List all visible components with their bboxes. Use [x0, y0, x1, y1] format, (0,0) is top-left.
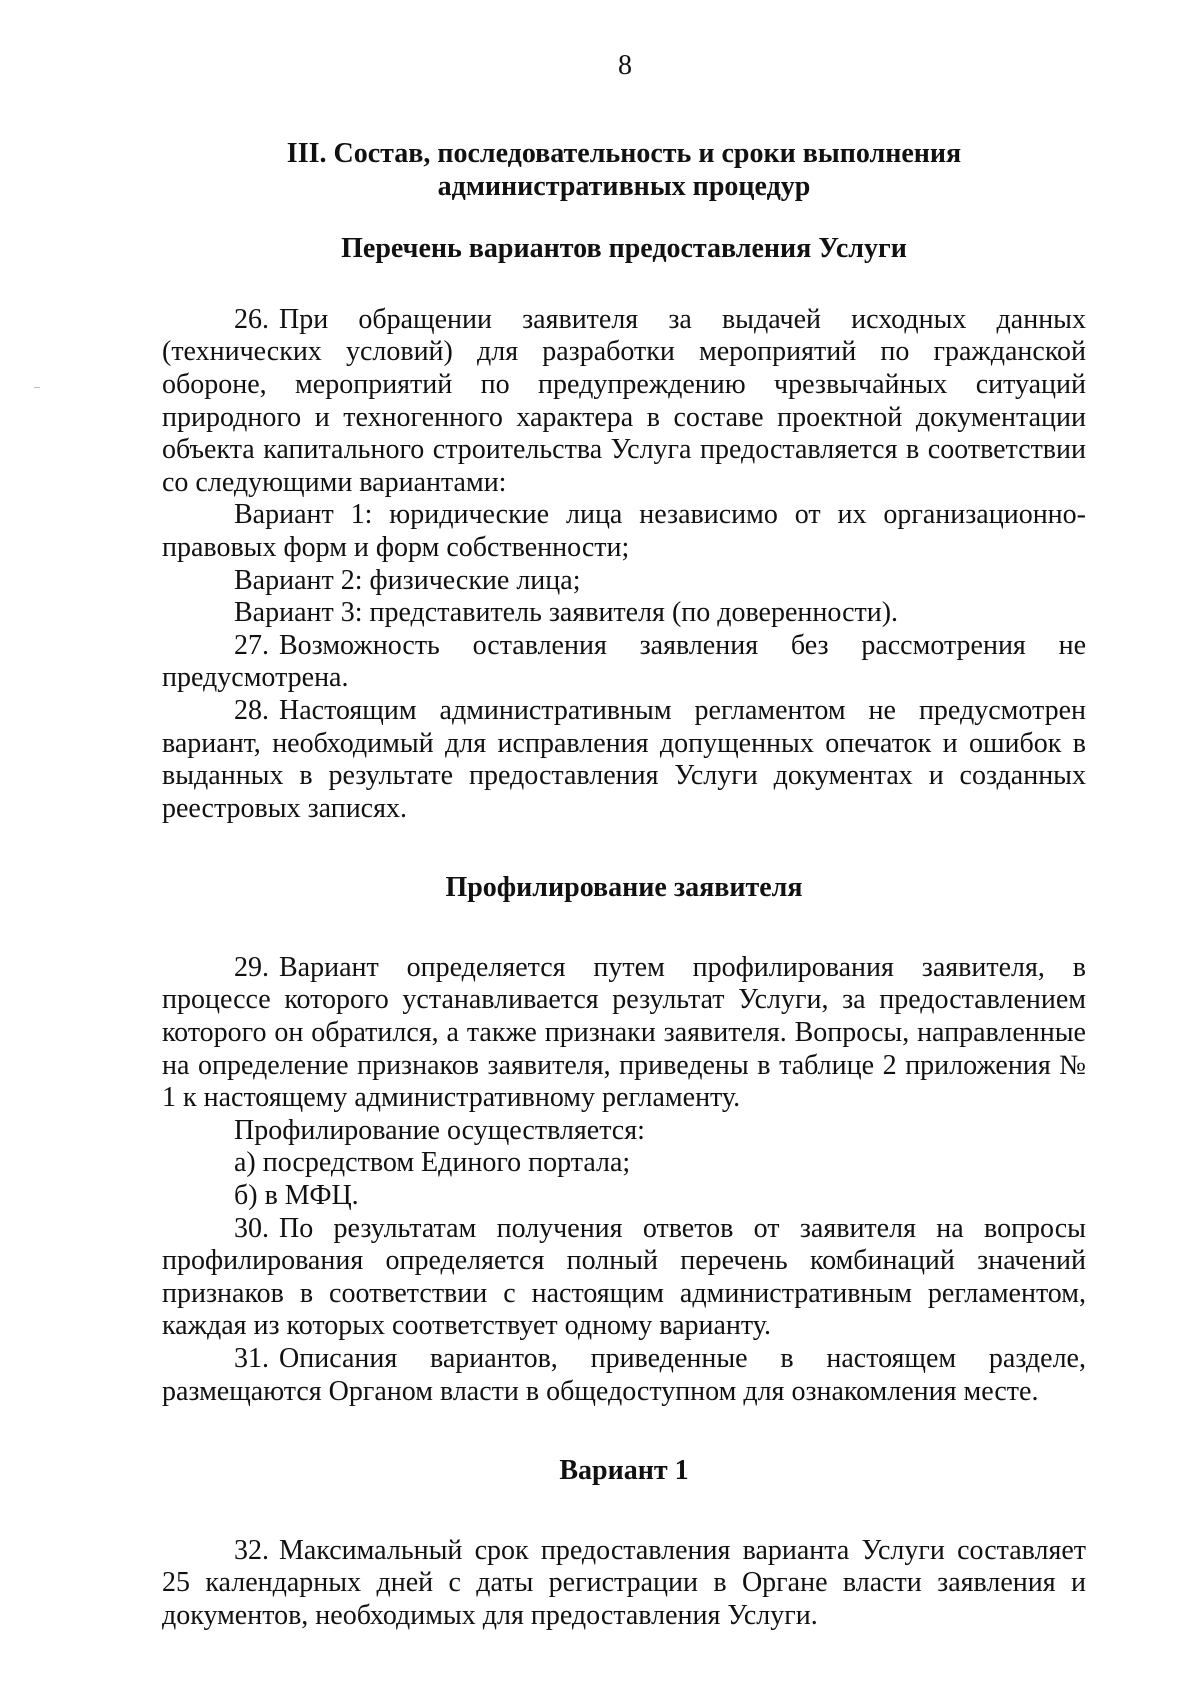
paragraph-32 [162, 1535, 1086, 1633]
variant-3-line: Вариант 3: представитель заявителя (по доверенности). [234, 597, 899, 629]
paragraph-text: Описания вариантов, приведенные в настоящем разделе, размещаются Органом власти в общедоступном для ознакомления месте. [162, 1343, 1086, 1407]
paragraph-number: 29. [234, 951, 269, 983]
paragraph-text: Возможность оставления заявления без рассмотрения не предусмотрена. [162, 629, 1086, 694]
paragraph-text: При обращении заявителя за выдачей исходных данных (технических условий) для разработки мероприятий по гражданской обороне, мероприятий по предупреждению чрезвычайных ситуаций природного и техногенного характера в составе проектной документации объекта капитального строительства Услуга предоставляется в соответствии со следующими вариантами: [162, 303, 1086, 498]
section-title-line-1: III. Состав, последовательность и сроки выполнения [286, 138, 962, 169]
paragraph-number: 27. [234, 629, 269, 661]
paragraph-26 [162, 304, 1086, 500]
paragraph-text: Максимальный срок предоставления варианта Услуги составляет 25 календарных дней с даты регистрации в Органе власти заявления и документов, необходимых для предоставления Услуги. [162, 1534, 1086, 1631]
paragraph-number: 32. [234, 1534, 269, 1566]
paragraph-29 [162, 952, 1086, 1115]
subsection-title-variants: Перечень вариантов предоставления Услуги [341, 233, 907, 265]
paragraph-text: Настоящим административным регламентом не предусмотрен вариант, необходимый для исправления допущенных опечаток и ошибок в выданных в результате предоставления Услуги документах и созданных реестровых записях. [162, 694, 1086, 824]
profiling-item-b: б) в МФЦ. [234, 1180, 359, 1212]
paragraph-30 [162, 1213, 1086, 1343]
paragraph-28 [162, 695, 1086, 825]
subsection-title-variant-1: Вариант 1 [559, 1455, 689, 1487]
paragraph-27 [162, 630, 1086, 695]
profiling-intro: Профилирование осуществляется: [234, 1114, 645, 1146]
paragraph-number: 31. [234, 1343, 269, 1374]
paragraph-text: Вариант определяется путем профилирования заявителя, в процессе которого устанавливается результат Услуги, за предоставлением которого он обратился, а также признаки заявителя. Вопросы, направленные на определение признаков заявителя, приведены в таблице 2 приложения № 1 к настоящему административному регламенту. [162, 951, 1086, 1114]
paragraph-31 [162, 1343, 1086, 1408]
paragraph-text: По результатам получения ответов от заявителя на вопросы профилирования определяется полный перечень комбинаций значений признаков в соответствии с настоящим административным регламентом, каждая из которых соответствует одному варианту. [162, 1212, 1086, 1342]
document-body [162, 138, 1086, 1633]
subsection-title-profiling: Профилирование заявителя [445, 872, 803, 904]
page-number: 8 [618, 50, 632, 81]
profiling-item-a: а) посредством Единого портала; [234, 1147, 631, 1179]
section-title [162, 138, 1086, 203]
variant-2-line: Вариант 2: физические лица; [234, 564, 581, 596]
paragraph-number: 28. [234, 694, 269, 726]
scan-margin-mark [34, 387, 40, 388]
paragraph-number: 30. [234, 1212, 269, 1244]
paragraph-number: 26. [234, 303, 269, 335]
section-title-line-2: административных процедур [437, 170, 811, 202]
variant-1-line: Вариант 1: юридические лица независимо от их организационно-правовых форм и форм собственности; [162, 499, 1086, 563]
